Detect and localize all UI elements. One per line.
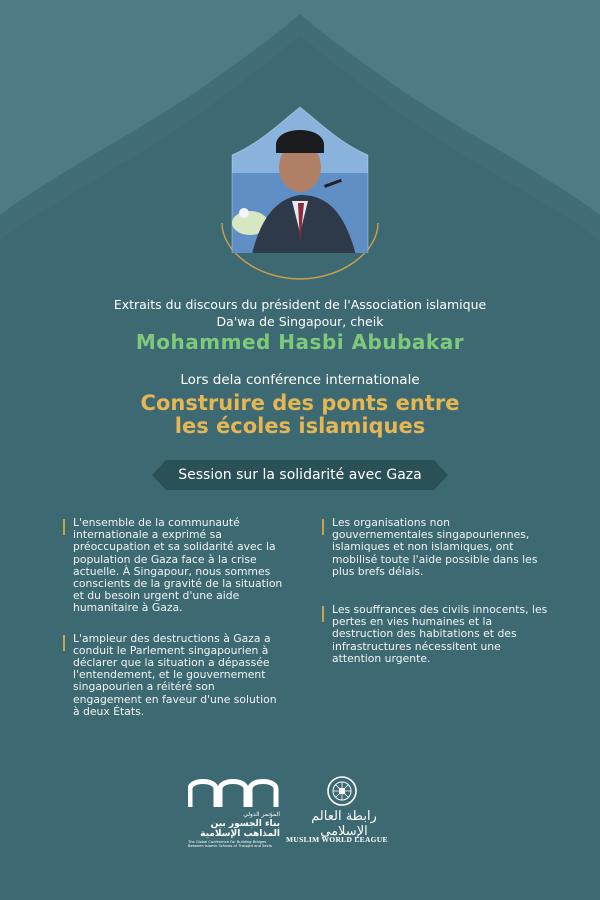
league-arabic-name: رابطة العالم الإسلامي xyxy=(311,809,377,839)
conference-title xyxy=(0,392,600,438)
quotes-right-column xyxy=(322,517,548,665)
bridges-icon xyxy=(188,775,280,809)
speaker-portrait xyxy=(220,103,380,283)
conference-arabic-line-1: المؤتمر الدولي xyxy=(243,811,280,818)
conference-english-caption: The Global Conference For Building Bridges Between Islamic Schools of Thought and Sects xyxy=(188,840,272,849)
league-name: MUSLIM WORLD LEAGUE xyxy=(286,835,388,844)
quote-paragraph: L'ampleur des destructions à Gaza a conduit le Parlement singapourien à déclarer que la situation a dépassée l'entendement, et le gouvernement singapourien a réitéré son engagement en faveur d'une solution à deux États. xyxy=(63,633,285,718)
conference-intro: Lors dela conférence internationale xyxy=(180,372,420,388)
conference-logo xyxy=(188,775,280,849)
league-emblem-icon xyxy=(322,775,362,807)
intro-line-1: Extraits du discours du président de l'Association islamique xyxy=(113,297,487,312)
conference-title-line-1: Construire des ponts entre xyxy=(140,391,460,415)
session-label: Session sur la solidarité avec Gaza xyxy=(178,467,422,483)
conference-arabic-line-3: المذاهب الإسلامية xyxy=(200,829,280,839)
intro-text xyxy=(0,296,600,330)
quotes-left-column xyxy=(63,517,285,718)
quote-paragraph: L'ensemble de la communauté internationale a exprimé sa préoccupation et sa solidarité avec la population de Gaza face à la crise actuelle. À Singapour, nous sommes conscients de la gravité de la situation et du besoin urgent d'une aide humanitaire à Gaza. xyxy=(63,517,285,615)
conference-title-line-2: les écoles islamiques xyxy=(174,414,426,438)
quote-paragraph: Les organisations non gouvernementales singapouriennes, islamiques et non islamiques, ont mobilisé toute l'aide possible dans les plus brefs délais. xyxy=(322,517,548,578)
speaker-name: Mohammed Hasbi Abubakar xyxy=(135,330,465,354)
intro-line-2: Da'wa de Singapour, cheik xyxy=(216,314,384,329)
conference-arabic-line-2: بناء الجسور بين xyxy=(210,819,280,829)
quote-paragraph: Les souffrances des civils innocents, les pertes en vies humaines et la destruction des habitations et des infrastructures nécessitent une attention urgente. xyxy=(322,604,548,665)
